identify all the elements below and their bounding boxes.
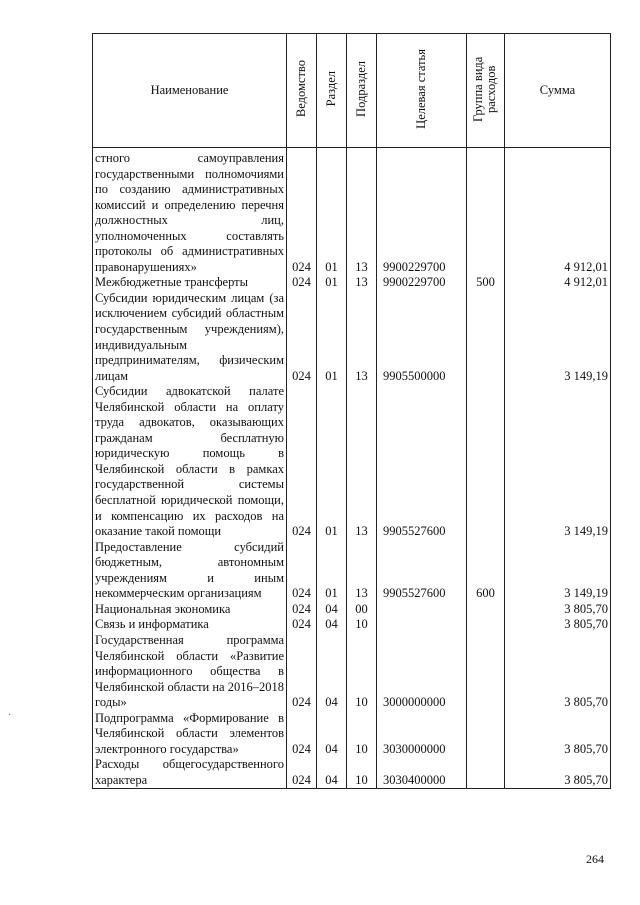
table-row xyxy=(93,291,611,384)
row-summa: 3 149,19 xyxy=(505,540,611,602)
row-celevaya: 9900229700 xyxy=(377,148,467,276)
row-vedomstvo: 024 xyxy=(287,275,317,291)
table-row xyxy=(93,633,611,711)
row-razdel: 04 xyxy=(317,757,347,789)
row-gruppa xyxy=(467,602,505,618)
row-celevaya: 9905527600 xyxy=(377,540,467,602)
row-name: Субсидии адвокатской палате Челябинской области на оплату труда адвокатов, оказывающих гражданам бесплатную юридическую помощь в Челябинской области в рамках государственной системы бесплатной юридической помощи, и компенсацию их расходов на оказание такой помощи xyxy=(93,384,287,539)
row-vedomstvo: 024 xyxy=(287,291,317,384)
header-summa: Сумма xyxy=(505,34,611,148)
row-gruppa xyxy=(467,617,505,633)
row-summa: 3 805,70 xyxy=(505,757,611,789)
row-summa: 3 805,70 xyxy=(505,602,611,618)
row-razdel: 04 xyxy=(317,602,347,618)
table-row xyxy=(93,757,611,789)
table-header-row xyxy=(93,34,611,148)
table-row xyxy=(93,148,611,276)
row-razdel: 01 xyxy=(317,275,347,291)
row-summa: 3 149,19 xyxy=(505,384,611,539)
header-razdel: Раздел xyxy=(317,34,347,148)
row-summa: 3 805,70 xyxy=(505,617,611,633)
row-name: Субсидии юридическим лицам (за исключением субсидий областным государственным учреждениям), индивидуальным предпринимателям, физическим лицам xyxy=(93,291,287,384)
row-podrazdel: 00 xyxy=(347,602,377,618)
table-row xyxy=(93,711,611,758)
row-celevaya: 3000000000 xyxy=(377,633,467,711)
row-razdel: 01 xyxy=(317,148,347,276)
row-podrazdel: 10 xyxy=(347,757,377,789)
row-gruppa: 600 xyxy=(467,540,505,602)
row-gruppa xyxy=(467,291,505,384)
row-razdel: 04 xyxy=(317,711,347,758)
row-vedomstvo: 024 xyxy=(287,148,317,276)
row-gruppa xyxy=(467,711,505,758)
row-razdel: 01 xyxy=(317,384,347,539)
row-name: Расходы общегосударственного характера xyxy=(93,757,287,789)
row-celevaya: 3030400000 xyxy=(377,757,467,789)
row-podrazdel: 13 xyxy=(347,275,377,291)
row-podrazdel: 10 xyxy=(347,633,377,711)
row-vedomstvo: 024 xyxy=(287,602,317,618)
table-row xyxy=(93,384,611,539)
budget-table xyxy=(92,33,611,789)
row-vedomstvo: 024 xyxy=(287,384,317,539)
row-gruppa xyxy=(467,633,505,711)
row-podrazdel: 13 xyxy=(347,148,377,276)
row-name: Связь и информатика xyxy=(93,617,287,633)
row-celevaya xyxy=(377,617,467,633)
table-row xyxy=(93,540,611,602)
row-gruppa: 500 xyxy=(467,275,505,291)
row-name: Предоставление субсидий бюджетным, автономным учреждениям и иным некоммерческим организациям xyxy=(93,540,287,602)
header-name: Наименование xyxy=(93,34,287,148)
row-summa: 3 805,70 xyxy=(505,633,611,711)
row-vedomstvo: 024 xyxy=(287,757,317,789)
row-celevaya: 9905527600 xyxy=(377,384,467,539)
row-vedomstvo: 024 xyxy=(287,633,317,711)
row-celevaya: 9905500000 xyxy=(377,291,467,384)
row-vedomstvo: 024 xyxy=(287,711,317,758)
row-vedomstvo: 024 xyxy=(287,540,317,602)
row-vedomstvo: 024 xyxy=(287,617,317,633)
row-celevaya: 9900229700 xyxy=(377,275,467,291)
row-gruppa xyxy=(467,148,505,276)
page-number: 264 xyxy=(586,852,604,866)
row-podrazdel: 13 xyxy=(347,291,377,384)
row-celevaya xyxy=(377,602,467,618)
scan-speck: · xyxy=(8,710,12,721)
header-gruppa: Группа вида расходов xyxy=(467,34,505,148)
row-razdel: 01 xyxy=(317,291,347,384)
row-summa: 3 149,19 xyxy=(505,291,611,384)
row-razdel: 04 xyxy=(317,617,347,633)
row-podrazdel: 10 xyxy=(347,617,377,633)
row-name: Национальная экономика xyxy=(93,602,287,618)
row-name: Подпрограмма «Формирование в Челябинской области элементов электронного государства» xyxy=(93,711,287,758)
table-row xyxy=(93,602,611,618)
row-podrazdel: 13 xyxy=(347,384,377,539)
header-podrazdel: Подраздел xyxy=(347,34,377,148)
table-row xyxy=(93,275,611,291)
row-razdel: 04 xyxy=(317,633,347,711)
row-summa: 4 912,01 xyxy=(505,148,611,276)
row-summa: 3 805,70 xyxy=(505,711,611,758)
row-name: стного самоуправления государственными полномочиями по созданию административных комиссий и определению перечня должностных лиц, уполномоченных составлять протоколы об административных правонарушениях» xyxy=(93,148,287,276)
row-razdel: 01 xyxy=(317,540,347,602)
row-summa: 4 912,01 xyxy=(505,275,611,291)
row-celevaya: 3030000000 xyxy=(377,711,467,758)
row-podrazdel: 13 xyxy=(347,540,377,602)
header-celevaya: Целевая статья xyxy=(377,34,467,148)
row-podrazdel: 10 xyxy=(347,711,377,758)
row-gruppa xyxy=(467,757,505,789)
header-vedomstvo: Ведомство xyxy=(287,34,317,148)
row-gruppa xyxy=(467,384,505,539)
row-name: Межбюджетные трансферты xyxy=(93,275,287,291)
row-name: Государственная программа Челябинской области «Развитие информационного общества в Челябинской области на 2016–2018 годы» xyxy=(93,633,287,711)
table-row xyxy=(93,617,611,633)
